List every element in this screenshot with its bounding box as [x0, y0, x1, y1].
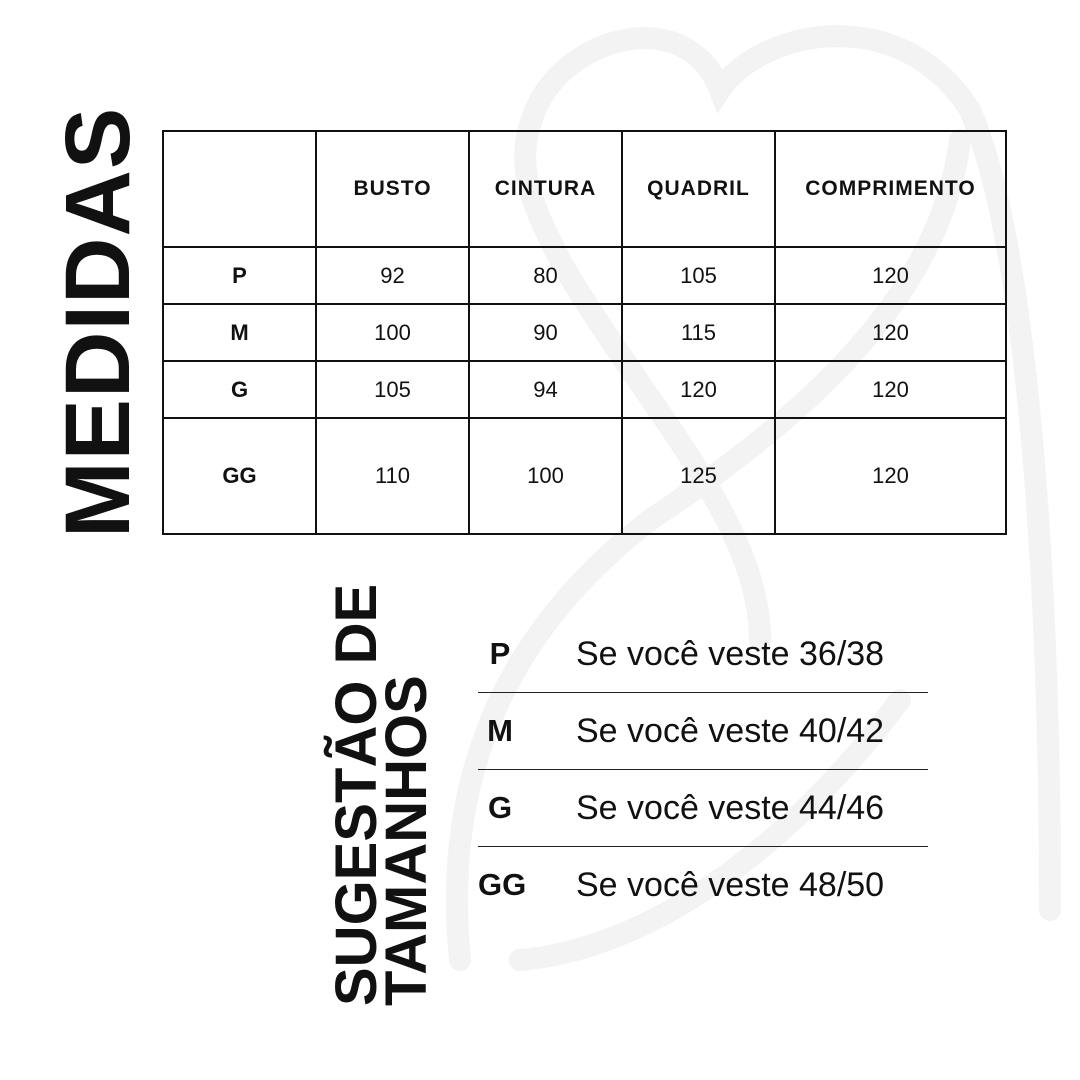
busto-cell: 100 — [316, 304, 469, 361]
suggestion-text: Se você veste 44/46 — [576, 788, 885, 827]
size-cell: GG — [163, 418, 316, 534]
size-suggestion-title — [324, 583, 439, 1006]
medidas-title: MEDIDAS — [47, 106, 149, 538]
table-row — [163, 418, 1006, 534]
quadril-cell: 115 — [622, 304, 775, 361]
busto-cell: 92 — [316, 247, 469, 304]
header-quadril: QUADRIL — [622, 131, 775, 247]
table-row — [163, 247, 1006, 304]
busto-cell: 105 — [316, 361, 469, 418]
cintura-cell: 90 — [469, 304, 622, 361]
measurements-table — [162, 130, 1007, 535]
suggestion-size: M — [487, 713, 513, 748]
suggestion-text: Se você veste 40/42 — [576, 711, 885, 750]
header-cintura: CINTURA — [469, 131, 622, 247]
cintura-cell: 100 — [469, 418, 622, 534]
suggestion-text: Se você veste 36/38 — [576, 634, 885, 673]
header-cell-empty — [163, 131, 316, 247]
table-row — [163, 304, 1006, 361]
suggestion-size: GG — [478, 867, 527, 902]
quadril-cell: 125 — [622, 418, 775, 534]
header-busto: BUSTO — [316, 131, 469, 247]
suggestion-size: P — [489, 636, 511, 671]
cintura-cell: 94 — [469, 361, 622, 418]
table-row — [163, 361, 1006, 418]
quadril-cell: 120 — [622, 361, 775, 418]
size-cell: P — [163, 247, 316, 304]
suggestion-item — [478, 693, 928, 770]
comprimento-cell: 120 — [775, 418, 1006, 534]
comprimento-cell: 120 — [775, 247, 1006, 304]
size-suggestion-title-line2: TAMANHOS — [374, 675, 439, 1006]
quadril-cell: 105 — [622, 247, 775, 304]
cintura-cell: 80 — [469, 247, 622, 304]
comprimento-cell: 120 — [775, 361, 1006, 418]
suggestion-item — [478, 770, 928, 847]
size-suggestion-list — [478, 616, 928, 923]
suggestion-text: Se você veste 48/50 — [576, 865, 885, 904]
size-suggestion-title-line1: SUGESTÃO DE — [324, 583, 389, 1006]
header-comprimento: COMPRIMENTO — [775, 131, 1006, 247]
table-header-row — [163, 131, 1006, 247]
size-cell: M — [163, 304, 316, 361]
suggestion-item — [478, 616, 928, 693]
size-cell: G — [163, 361, 316, 418]
suggestion-size: G — [487, 790, 513, 825]
comprimento-cell: 120 — [775, 304, 1006, 361]
suggestion-item — [478, 847, 928, 923]
busto-cell: 110 — [316, 418, 469, 534]
